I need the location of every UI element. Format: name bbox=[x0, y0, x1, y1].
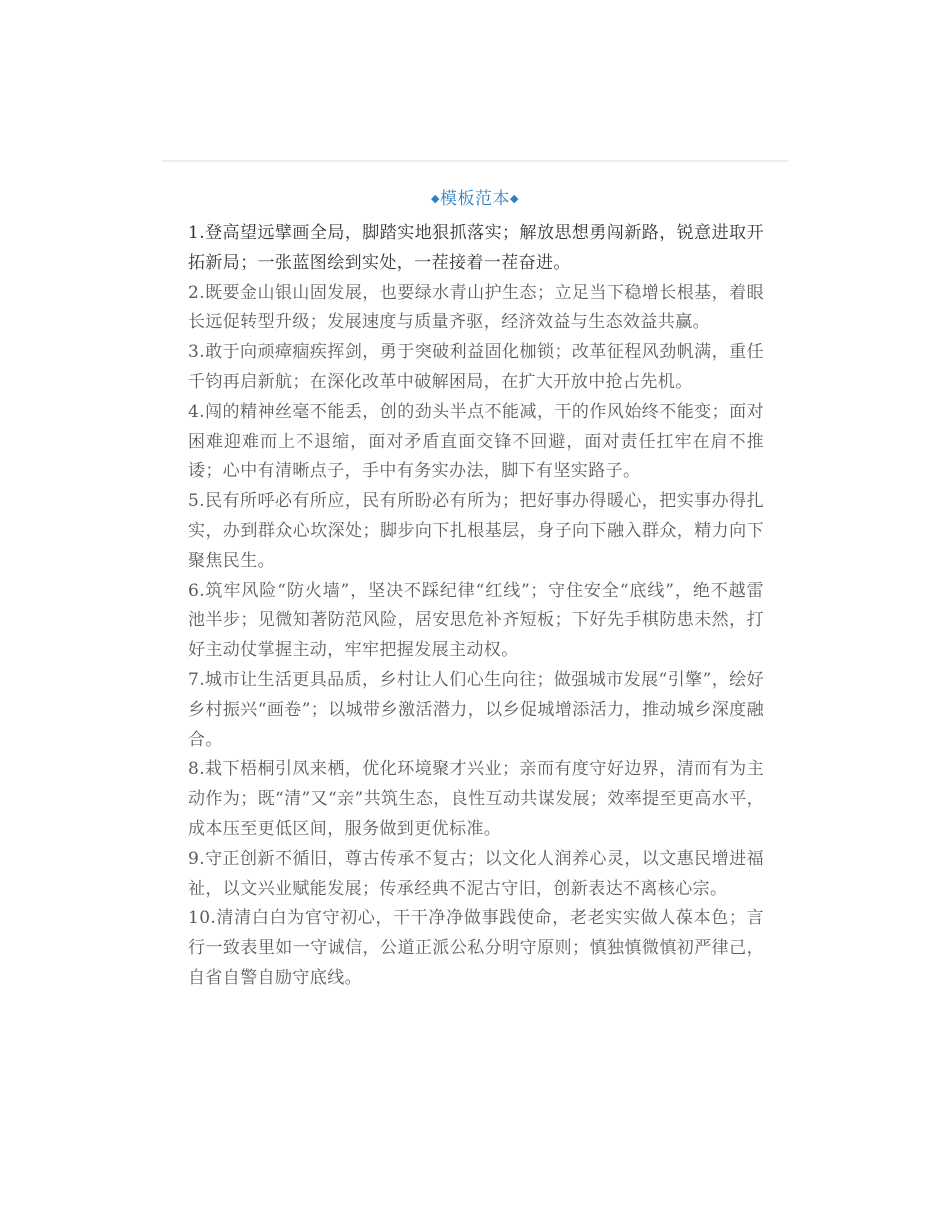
section-title-text: 模板范本 bbox=[440, 189, 510, 209]
section-title bbox=[0, 184, 950, 209]
top-divider bbox=[162, 160, 788, 162]
diamond-right-icon: ◆ bbox=[510, 192, 519, 205]
paragraph-10: 10.清清白白为官守初心，干干净净做事践使命，老老实实做人葆本色；言行一致表里如一守诚信，公道正派公私分明守原则；慎独慎微慎初严律己，自省自警自励守底线。 bbox=[188, 908, 764, 988]
paragraph-9: 9.守正创新不循旧，尊古传承不复古；以文化人润养心灵，以文惠民增进福祉，以文兴业赋能发展；传承经典不泥古守旧，创新表达不离核心宗。 bbox=[188, 848, 764, 899]
paragraph-1: 1.登高望远擘画全局，脚踏实地狠抓落实；解放思想勇闯新路，锐意进取开拓新局；一张蓝图绘到实处，一茬接着一茬奋进。 bbox=[188, 223, 764, 273]
paragraph-6: 6.筑牢风险“防火墙”，坚决不踩纪律“红线”；守住安全“底线”，绝不越雷池半步；见微知著防范风险，居安思危补齐短板；下好先手棋防患未然，打好主动仗掌握主动，牢牢把握发展主动权。 bbox=[188, 580, 764, 661]
diamond-left-icon: ◆ bbox=[431, 192, 440, 205]
paragraph-7: 7.城市让生活更具品质，乡村让人们心生向往；做强城市发展“引擎”，绘好乡村振兴“画卷”；以城带乡激活潜力，以乡促城增添活力，推动城乡深度融合。 bbox=[188, 669, 764, 750]
paragraph-5: 5.民有所呼必有所应，民有所盼必有所为；把好事办得暖心，把实事办得扎实，办到群众心坎深处；脚步向下扎根基层，身子向下融入群众，精力向下聚焦民生。 bbox=[188, 491, 764, 571]
paragraph-3: 3.敢于向顽瘴痼疾挥剑，勇于突破利益固化枷锁；改革征程风劲帆满，重任千钧再启新航；在深化改革中破解困局，在扩大开放中抢占先机。 bbox=[188, 342, 764, 392]
paragraph-2: 2.既要金山银山固发展，也要绿水青山护生态；立足当下稳增长根基，着眼长远促转型升级；发展速度与质量齐驱，经济效益与生态效益共赢。 bbox=[188, 282, 764, 333]
paragraph-8: 8.栽下梧桐引凤来栖，优化环境聚才兴业；亲而有度守好边界，清而有为主动作为；既“清”又“亲”共筑生态，良性互动共谋发展；效率提至更高水平，成本压至更低区间，服务做到更优标准。 bbox=[188, 759, 764, 839]
content-body bbox=[188, 219, 764, 994]
paragraph-4: 4.闯的精神丝毫不能丢，创的劲头半点不能减，干的作风始终不能变；面对困难迎难而上不退缩，面对矛盾直面交锋不回避，面对责任扛牢在肩不推诿；心中有清晰点子，手中有务实办法，脚下有坚实路子。 bbox=[188, 401, 764, 482]
